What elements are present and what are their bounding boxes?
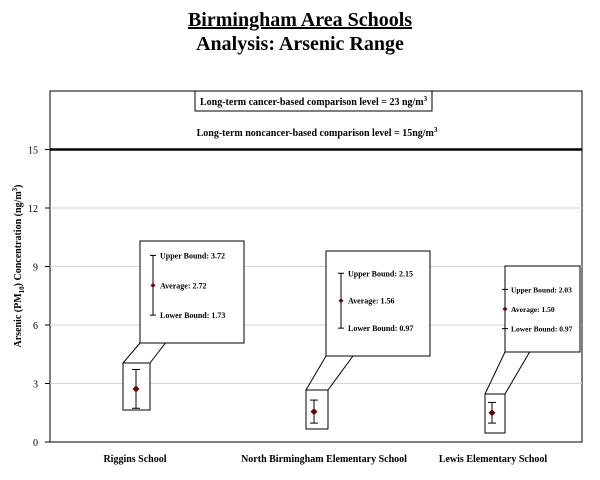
- average-label: Average: 1.56: [348, 296, 395, 306]
- school-groups: [103, 241, 580, 465]
- y-tick-label: 12: [28, 204, 38, 215]
- chart-title-line-1: Birmingham Area Schools: [187, 9, 413, 31]
- callout-connector: [306, 356, 326, 390]
- upper-bound-label: Upper Bound: 2.03: [511, 285, 572, 295]
- lower-bound-label: Lower Bound: 0.97: [511, 324, 573, 334]
- callout-connector: [485, 352, 505, 394]
- upper-bound-label: Upper Bound: 2.15: [348, 269, 413, 279]
- school-group: [103, 241, 244, 465]
- y-tick-label: 9: [33, 262, 38, 274]
- y-tick-label: 0: [33, 438, 38, 449]
- average-label: Average: 1.50: [511, 305, 555, 314]
- school-group: [241, 251, 430, 465]
- lower-bound-label: Lower Bound: 1.73: [160, 311, 226, 321]
- average-label: Average: 2.72: [160, 281, 207, 291]
- lower-bound-label: Lower Bound: 0.97: [348, 324, 414, 334]
- callout-connector: [123, 343, 140, 363]
- category-label: Riggins School: [103, 454, 167, 465]
- y-axis-label: Arsenic $(PM_{10})$ Concentration $(ng/m^3)$: [11, 184, 26, 348]
- category-label: Lewis Elementary School: [438, 454, 548, 465]
- cancer-level-label: Long-term cancer-based comparison level = 23 $ng/m^3$: [200, 95, 428, 108]
- grid-lines: [50, 150, 582, 384]
- y-tick-label: 15: [28, 145, 38, 157]
- noncancer-level-label: Long-term noncancer-based comparison level = $15ng/m^3$: [196, 126, 438, 139]
- y-tick-label: 6: [33, 321, 38, 332]
- chart-title-line-2: Analysis: Arsenic Range: [196, 33, 404, 55]
- y-tick-label: 3: [33, 379, 38, 391]
- y-axis: [28, 146, 50, 450]
- upper-bound-label: Upper Bound: 3.72: [160, 251, 225, 261]
- category-label: North Birmingham Elementary School: [241, 454, 407, 465]
- school-group: [439, 266, 580, 465]
- zoom-box: [485, 394, 505, 433]
